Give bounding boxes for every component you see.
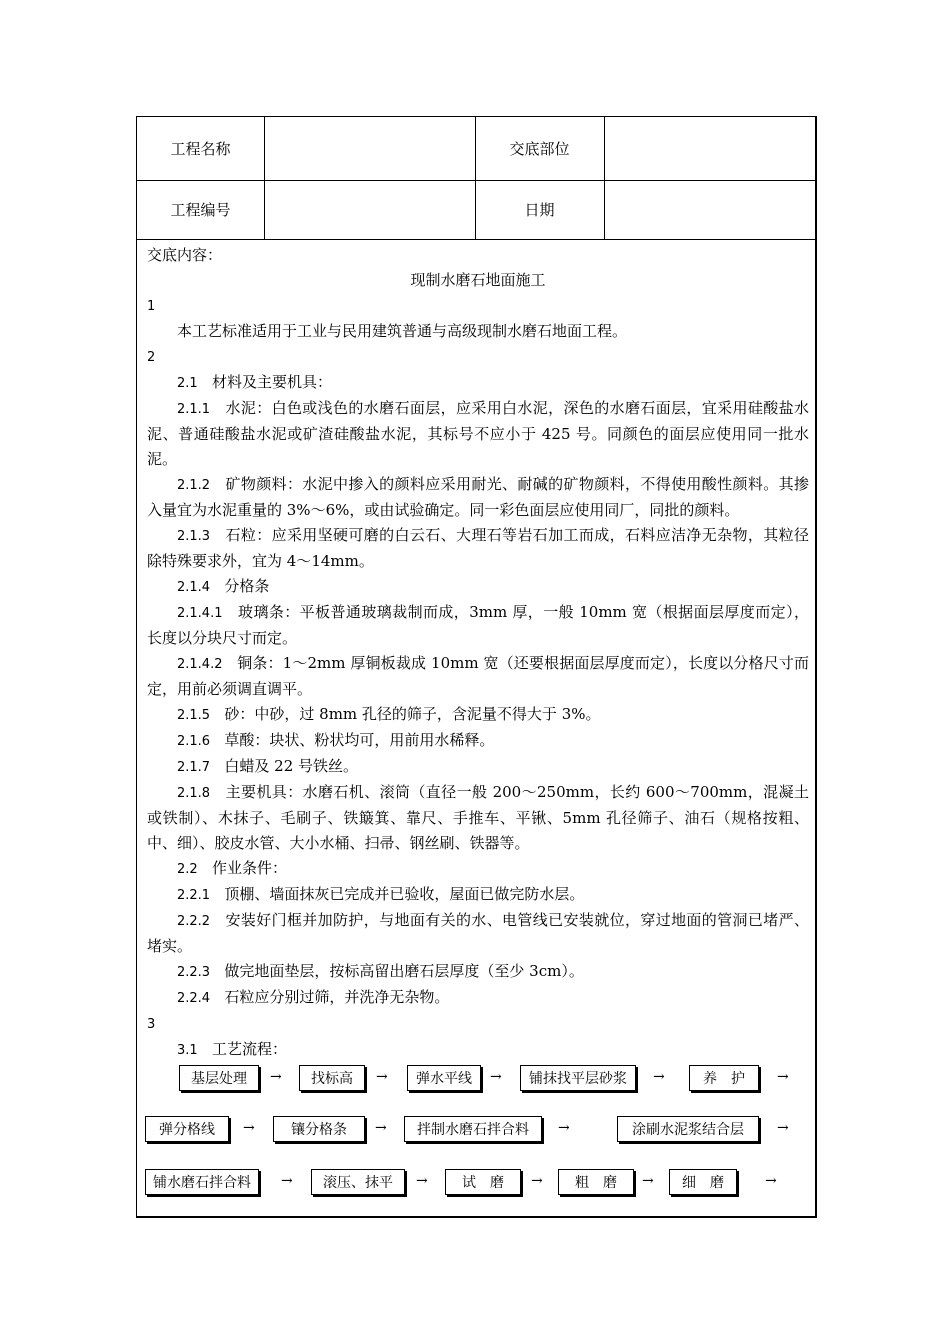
clause-2-2-3: 2.2.3 做完地面垫层，按标高留出磨石层厚度（至少 3cm）。 — [177, 962, 584, 980]
flow-step-coarse-grind: 粗 磨 — [558, 1169, 634, 1195]
clause-2-1-4: 2.1.4 分格条 — [177, 577, 270, 595]
process-flow — [137, 1061, 815, 1211]
flow-arrow: → — [765, 1173, 777, 1189]
project-name-label: 工程名称 — [170, 140, 231, 158]
clause-2-1-2: 2.1.2 矿物颜料：水泥中掺入的颜料应采用耐光、耐碱的矿物颜料，不得使用酸性颜料。其掺入量宜为水泥重量的 3%～6%，或由试验确定。同一彩色面层应使用同厂，同批的颜料。 — [147, 475, 809, 519]
clause-2-2-4: 2.2.4 石粒应分别过筛，并洗净无杂物。 — [177, 988, 450, 1006]
flow-arrow: → — [777, 1069, 789, 1085]
doc-title: 现制水磨石地面施工 — [410, 271, 546, 289]
flow-step-roll-and-trowel: 滚压、抹平 — [311, 1169, 405, 1195]
flow-arrow: → — [558, 1120, 570, 1136]
clause-2-1-4-2: 2.1.4.2 铜条：1～2mm 厚铜板裁成 10mm 宽（还要根据面层厚度而定），长度以分格尺寸而定，用前必须调直调平。 — [147, 654, 809, 698]
date-field[interactable] — [604, 180, 814, 239]
clause-2-1-6: 2.1.6 草酸：块状、粉状均可，用前用水稀释。 — [177, 731, 495, 749]
clause-2-2-2: 2.2.2 安装好门框并加防护，与地面有关的水、电管线已安装就位，穿过地面的管洞已堵严、堵实。 — [147, 911, 809, 955]
flow-arrow: → — [416, 1173, 428, 1189]
flow-arrow: → — [777, 1120, 789, 1136]
clause-2-1-5: 2.1.5 砂：中砂，过 8mm 孔径的筛子，含泥量不得大于 3%。 — [177, 705, 601, 723]
flow-step-lay-terrazzo: 铺水磨石拌合料 — [145, 1169, 259, 1195]
clause-2-1-3: 2.1.3 石粒：应采用坚硬可磨的白云石、大理石等岩石加工而成，石料应洁净无杂物，其粒径除特殊要求外，宜为 4～14mm。 — [147, 526, 809, 570]
clause-2-2-1: 2.2.1 顶棚、墙面抹灰已完成并已验收，屋面已做完防水层。 — [177, 885, 585, 903]
flow-arrow: → — [281, 1173, 293, 1189]
header-row-2 — [137, 180, 815, 240]
flow-step-curing: 养 护 — [689, 1065, 759, 1091]
location-label: 交底部位 — [509, 140, 570, 158]
header-row-1 — [137, 117, 815, 181]
flow-arrow: → — [375, 1120, 387, 1136]
clause-2-1-4-1: 2.1.4.1 玻璃条：平板普通玻璃裁制而成，3mm 厚，一般 10mm 宽（根据面层厚度而定），长度以分块尺寸而定。 — [147, 603, 809, 647]
section-1-heading: 1 — [147, 299, 156, 314]
flow-step-base-treatment: 基层处理 — [179, 1065, 259, 1091]
flow-arrow: → — [243, 1120, 255, 1136]
flow-step-trial-grind: 试 磨 — [445, 1169, 521, 1195]
flow-arrow: → — [653, 1069, 665, 1085]
clause-2-1: 2.1 材料及主要机具： — [177, 373, 333, 391]
project-name-field[interactable] — [264, 117, 475, 180]
flow-arrow: → — [490, 1069, 502, 1085]
date-label: 日期 — [524, 201, 555, 219]
flow-arrow: → — [270, 1069, 282, 1085]
section-1-text: 本工艺标准适用于工业与民用建筑普通与高级现制水磨石地面工程。 — [177, 322, 628, 340]
flow-step-find-elevation: 找标高 — [299, 1065, 365, 1091]
flow-step-snap-level-line: 弹水平线 — [407, 1065, 481, 1091]
project-no-label: 工程编号 — [170, 201, 231, 219]
section-2-heading: 2 — [147, 350, 156, 365]
flow-arrow: → — [642, 1173, 654, 1189]
location-field[interactable] — [604, 117, 814, 180]
section-3-heading: 3 — [147, 1017, 156, 1032]
content-label: 交底内容： — [147, 246, 223, 264]
disclosure-sheet — [136, 116, 817, 1218]
clause-2-1-8: 2.1.8 主要机具：水磨石机、滚筒（直径一般 200～250mm，长约 600～700mm，混凝土或铁制）、木抹子、毛刷子、铁簸箕、靠尺、手推车、平锹、5mm 孔径筛子、油石（规格按粗、中、细）、胶皮水管、大小水桶、扫帚、钢丝刷、铁器等。 — [147, 783, 809, 852]
clause-2-2: 2.2 作业条件： — [177, 859, 288, 877]
flow-step-snap-grid-lines: 弹分格线 — [145, 1116, 229, 1142]
clause-2-1-1: 2.1.1 水泥：白色或浅色的水磨石面层，应采用白水泥，深色的水磨石面层，宜采用硅酸盐水泥、普通硅酸盐水泥或矿渣硅酸盐水泥，其标号不应小于 425 号。同颜色的面层应使用同一批水泥。 — [147, 399, 809, 468]
flow-step-fine-grind: 细 磨 — [669, 1169, 737, 1195]
disclosure-content — [147, 243, 809, 1063]
flow-step-mix-terrazzo: 拌制水磨石拌合料 — [404, 1116, 542, 1142]
flow-arrow: → — [376, 1069, 388, 1085]
project-no-field[interactable] — [264, 180, 475, 239]
flow-step-leveling-mortar: 铺抹找平层砂浆 — [520, 1065, 636, 1091]
flow-step-install-strips: 镶分格条 — [273, 1116, 365, 1142]
flow-arrow: → — [531, 1173, 543, 1189]
clause-3-1: 3.1 工艺流程： — [177, 1040, 288, 1058]
flow-step-bond-coat: 涂刷水泥浆结合层 — [617, 1116, 759, 1142]
clause-2-1-7: 2.1.7 白蜡及 22 号铁丝。 — [177, 757, 359, 775]
